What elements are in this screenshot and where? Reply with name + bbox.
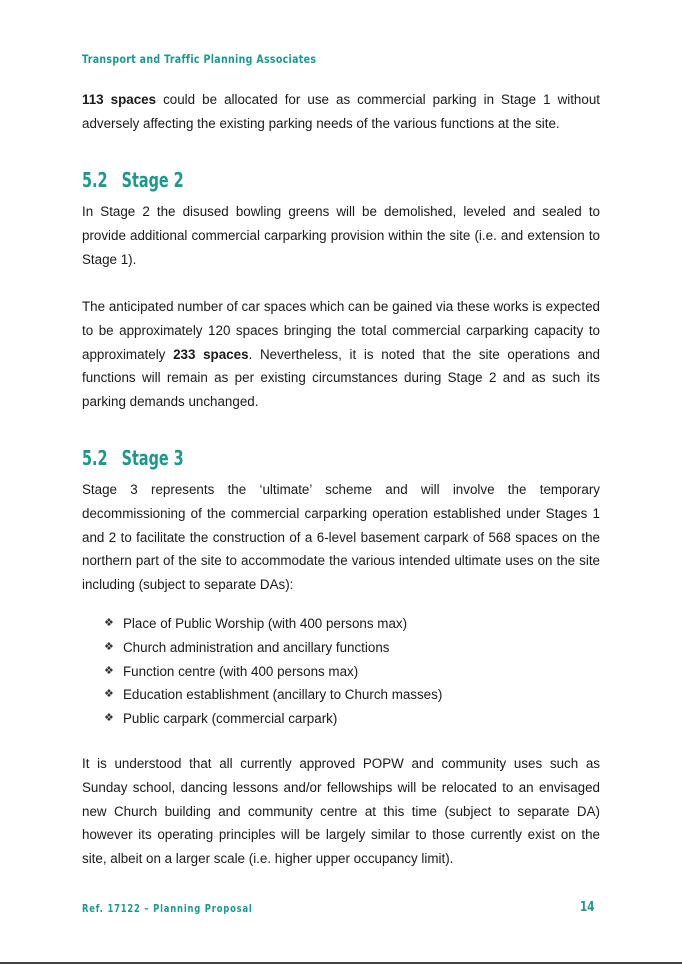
ultimate-uses-list: [104, 612, 442, 731]
intro-bold-lead: 113 spaces: [82, 92, 157, 107]
heading-number: 5.2: [82, 168, 108, 192]
list-item: [104, 636, 442, 660]
list-item: [104, 660, 442, 684]
diamond-bullet-icon: ❖: [104, 664, 114, 677]
bottom-divider: [0, 962, 682, 964]
running-header: Transport and Traffic Planning Associates: [82, 52, 317, 66]
list-item-text: Function centre (with 400 persons max): [123, 663, 359, 679]
diamond-bullet-icon: ❖: [104, 688, 114, 701]
heading-number: 5.2: [82, 446, 108, 470]
list-item: [104, 683, 442, 707]
stage3-paragraph-2: It is understood that all currently approved POPW and community uses such as Sunday school, dancing lessons and/or fellowships will be relocated to an envisaged new Church building and community centre at this time (subject to separate DA) however its operating principles will be largely similar to those currently exist on the site, albeit on a larger scale (i.e. higher upper occupancy limit).: [82, 756, 600, 867]
heading-title: Stage 3: [121, 446, 184, 470]
list-item-text: Church administration and ancillary functions: [123, 639, 390, 655]
list-item: [104, 612, 442, 636]
footer-reference: Ref. 17122 – Planning Proposal: [82, 903, 253, 915]
stage2-para2-before: The anticipated number of car spaces which can be gained via these works is expected to be approximately 120 spaces bringing the total commercial carparking capacity to approximately: [82, 299, 600, 362]
stage2-para2-bold: 233 spaces: [173, 346, 249, 362]
list-item-text: Public carpark (commercial carpark): [123, 711, 338, 727]
section-heading-stage-2: [82, 168, 184, 192]
intro-text: could be allocated for use as commercial parking in Stage 1 without adversely affecting the existing parking needs of the various functions at the site.: [82, 92, 600, 131]
stage2-paragraph-2: [82, 295, 600, 414]
diamond-bullet-icon: ❖: [104, 640, 114, 653]
intro-paragraph: [82, 88, 600, 136]
list-item-text: Education establishment (ancillary to Church masses): [123, 687, 443, 703]
stage2-para2-after: . Nevertheless, it is noted that the site operations and functions will remain as per existing circumstances during Stage 2 and as such its parking demands unchanged.: [82, 346, 600, 410]
diamond-bullet-icon: ❖: [104, 712, 114, 725]
stage3-paragraph-1: Stage 3 represents the ‘ultimate’ scheme and will involve the temporary decommissioning of the commercial carparking operation established under Stages 1 and 2 to facilitate the construction of a 6-level basement carpark of 568 spaces on the northern part of the site to accommodate the various intended ultimate uses on the site including (subject to separate DAs):: [82, 482, 600, 593]
page-number: 14: [580, 900, 595, 915]
heading-title: Stage 2: [121, 168, 184, 192]
section-heading-stage-3: [82, 446, 184, 470]
list-item-text: Place of Public Worship (with 400 persons max): [123, 616, 408, 631]
stage2-paragraph-1: In Stage 2 the disused bowling greens will be demolished, leveled and sealed to provide additional commercial carparking provision within the site (i.e. and extension to Stage 1).: [82, 204, 600, 267]
diamond-bullet-icon: ❖: [104, 617, 114, 629]
list-item: [104, 707, 442, 731]
